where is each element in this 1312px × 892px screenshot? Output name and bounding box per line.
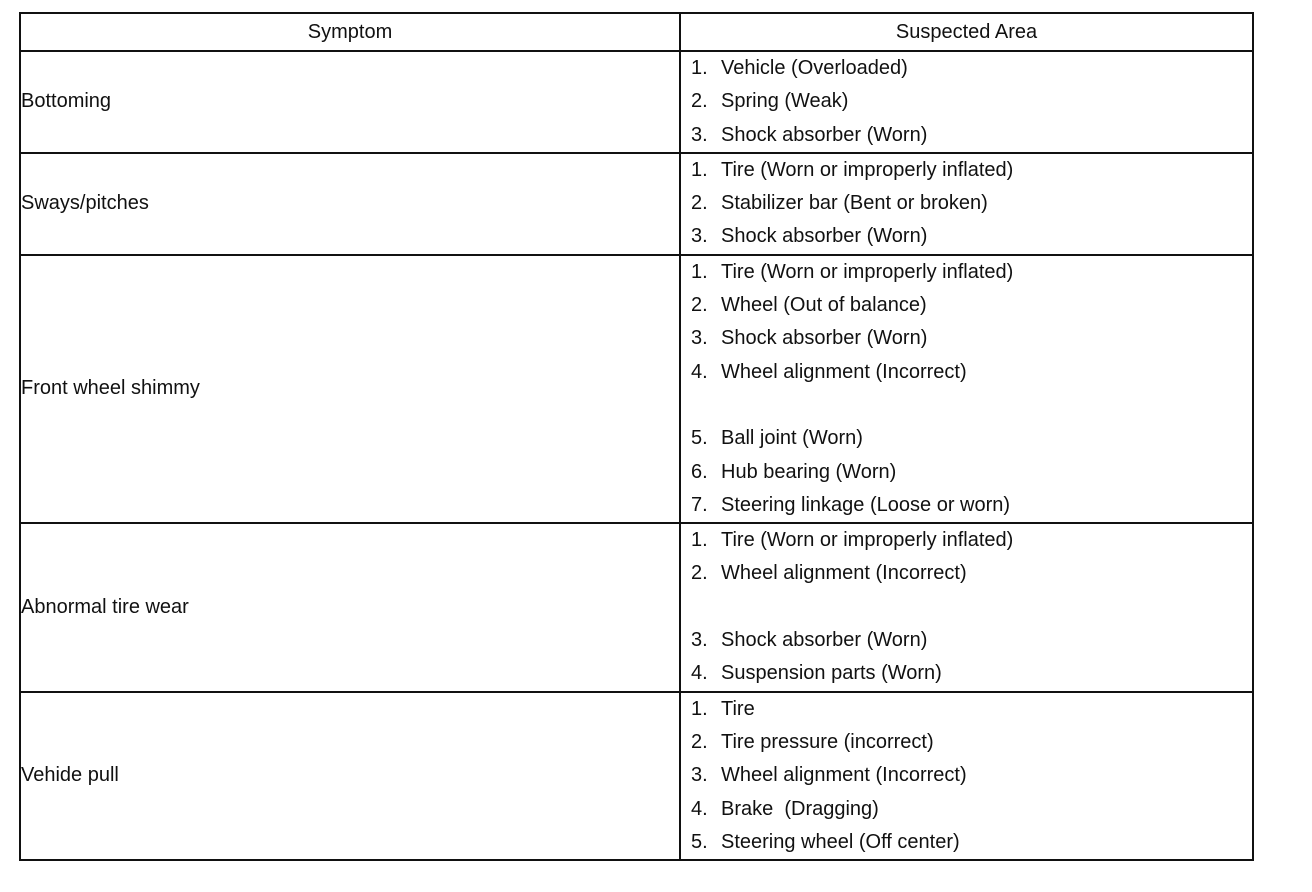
suspected-area-item <box>681 119 1252 152</box>
item-text: Wheel (Out of balance) <box>721 294 927 317</box>
table-row <box>20 255 1253 523</box>
suspected-area-cell <box>680 255 1253 523</box>
item-text: Suspension parts (Worn) <box>721 662 942 685</box>
item-number: 2. <box>691 192 708 215</box>
suspected-area-item <box>681 793 1252 826</box>
item-number: 4. <box>691 360 708 383</box>
item-text: Ball joint (Worn) <box>721 427 863 450</box>
item-text: Tire <box>721 697 755 720</box>
item-number: 6. <box>691 460 708 483</box>
suspected-area-item <box>681 322 1252 355</box>
header-row <box>20 13 1253 51</box>
suspected-area-column-header: Suspected Area <box>680 13 1253 51</box>
symptom-column-header: Symptom <box>20 13 680 51</box>
item-number: 7. <box>691 493 708 516</box>
item-text: Brake (Dragging) <box>721 797 879 820</box>
item-number: 2. <box>691 90 708 113</box>
suspected-area-cell <box>680 51 1253 153</box>
item-text: Shock absorber (Worn) <box>721 327 928 350</box>
suspected-area-item <box>681 826 1252 859</box>
suspected-area-item <box>681 154 1252 187</box>
item-text: Tire (Worn or improperly inflated) <box>721 529 1014 552</box>
suspected-area-item <box>681 220 1252 253</box>
suspected-area-cell <box>680 523 1253 691</box>
item-text: Tire pressure (incorrect) <box>721 730 934 753</box>
suspected-area-item <box>681 187 1252 220</box>
item-text: Wheel alignment (Incorrect) <box>721 360 967 383</box>
suspected-area-item <box>681 557 1252 590</box>
suspected-area-item <box>681 456 1252 489</box>
suspected-area-item <box>681 356 1252 389</box>
symptom-cell: Front wheel shimmy <box>20 255 680 523</box>
suspected-area-item <box>681 389 1252 422</box>
suspected-area-item <box>681 624 1252 657</box>
item-number: 5. <box>691 427 708 450</box>
item-number: 2. <box>691 294 708 317</box>
item-text: Steering wheel (Off center) <box>721 830 960 853</box>
item-text: Spring (Weak) <box>721 90 849 113</box>
suspected-area-item <box>681 289 1252 322</box>
suspected-area-item <box>681 489 1252 522</box>
table-row <box>20 153 1253 255</box>
table-row <box>20 523 1253 691</box>
table-body <box>20 51 1253 860</box>
item-number: 4. <box>691 797 708 820</box>
item-number: 1. <box>691 529 708 552</box>
item-text: Shock absorber (Worn) <box>721 123 928 146</box>
item-number: 2. <box>691 730 708 753</box>
suspected-area-item <box>681 256 1252 289</box>
item-number: 3. <box>691 327 708 350</box>
suspected-area-cell <box>680 692 1253 860</box>
suspected-area-item <box>681 591 1252 624</box>
symptom-cell: Bottoming <box>20 51 680 153</box>
item-number: 1. <box>691 260 708 283</box>
item-number: 4. <box>691 662 708 685</box>
item-number: 3. <box>691 629 708 652</box>
item-text: Shock absorber (Worn) <box>721 629 928 652</box>
item-number: 1. <box>691 697 708 720</box>
suspected-area-cell <box>680 153 1253 255</box>
item-text: Tire (Worn or improperly inflated) <box>721 158 1014 181</box>
suspected-area-item <box>681 759 1252 792</box>
item-text: Vehicle (Overloaded) <box>721 57 908 79</box>
table-row <box>20 692 1253 860</box>
item-number: 3. <box>691 123 708 146</box>
item-number: 5. <box>691 830 708 853</box>
suspected-area-item <box>681 657 1252 690</box>
suspected-area-item <box>681 422 1252 455</box>
suspected-area-item <box>681 524 1252 557</box>
suspected-area-item <box>681 52 1252 85</box>
symptom-cell: Abnormal tire wear <box>20 523 680 691</box>
item-text: Stabilizer bar (Bent or broken) <box>721 192 988 215</box>
table-row <box>20 51 1253 153</box>
symptom-cell: Vehide pull <box>20 692 680 860</box>
item-number: 3. <box>691 764 708 787</box>
symptom-cell: Sways/pitches <box>20 153 680 255</box>
item-number: 2. <box>691 562 708 585</box>
item-number: 1. <box>691 158 708 181</box>
item-text: Wheel alignment (Incorrect) <box>721 764 967 787</box>
troubleshooting-table <box>19 12 1254 861</box>
item-text: Shock absorber (Worn) <box>721 225 928 248</box>
item-text: Hub bearing (Worn) <box>721 460 897 483</box>
suspected-area-item <box>681 85 1252 118</box>
suspected-area-item <box>681 693 1252 726</box>
suspected-area-item <box>681 726 1252 759</box>
item-number: 3. <box>691 225 708 248</box>
item-text: Wheel alignment (Incorrect) <box>721 562 967 585</box>
item-text: Steering linkage (Loose or worn) <box>721 493 1011 516</box>
item-number: 1. <box>691 57 708 79</box>
item-text: Tire (Worn or improperly inflated) <box>721 260 1014 283</box>
